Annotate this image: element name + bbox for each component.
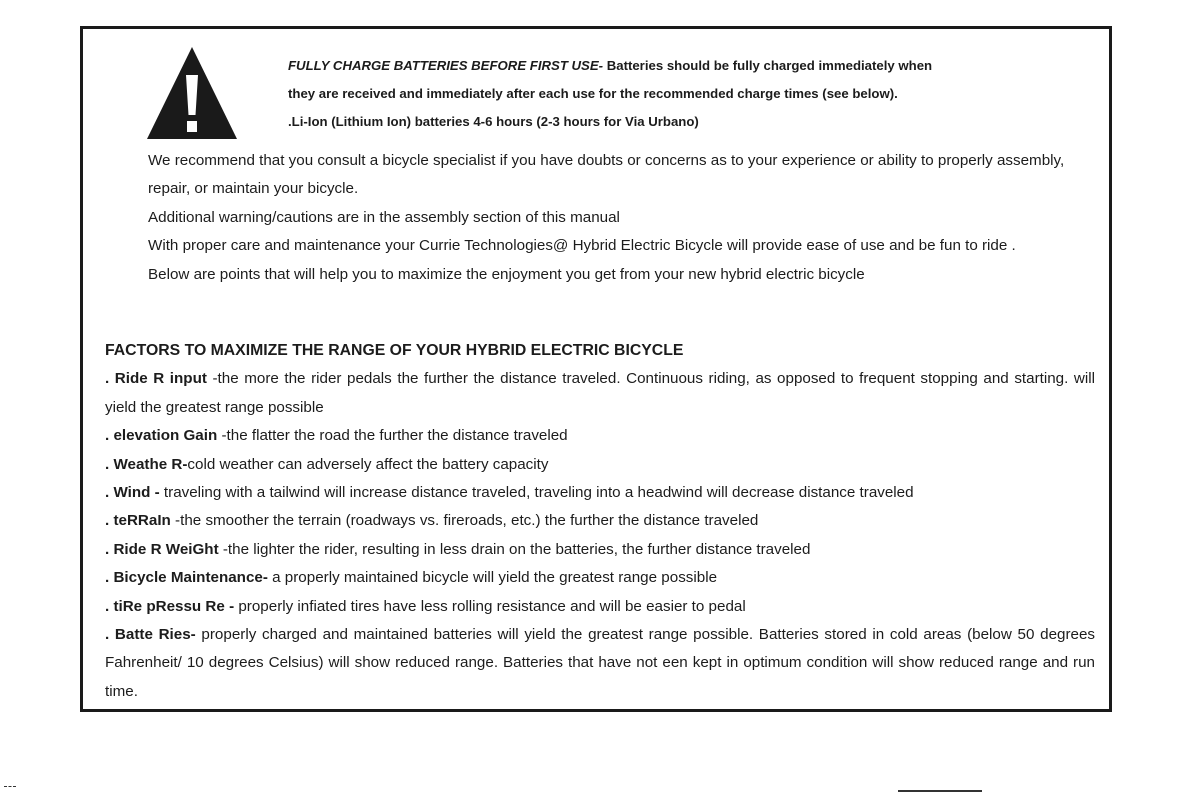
document-frame [80, 26, 1112, 712]
factor-term: . Batte Ries- [105, 626, 196, 644]
factor-text: properly charged and maintained batteries will yield the greatest range possible. Batteries stored in cold areas (below 50 degrees Fahrenheit/ 10 degrees Celsius) will show reduced range. Batteries that have not een kept in optimum condition will show reduced range and run time. [105, 626, 1096, 700]
factor-term: . Ride R WeiGht [105, 540, 219, 558]
factor-text: -the flatter the road the further the distance traveled [217, 427, 568, 445]
factor-item [105, 451, 1095, 479]
page-edge-mark [4, 786, 16, 787]
intro-paragraph: Additional warning/cautions are in the assembly section of this manual [148, 208, 620, 226]
warning-line-3: .Li-Ion (Lithium Ion) batteries 4-6 hours (2-3 hours for Via Urbano) [288, 114, 699, 129]
factor-term: . teRRaIn [105, 512, 171, 530]
warning-line-1-rest: Batteries should be fully charged immediately when [603, 58, 933, 73]
warning-line-2: they are received and immediately after each use for the recommended charge times (see below). [288, 86, 898, 101]
factor-text: a properly maintained bicycle will yield the greatest range possible [267, 569, 718, 587]
factor-term: . elevation Gain [105, 427, 218, 445]
factor-item [105, 593, 1095, 621]
factor-term: . Bicycle Maintenance- [105, 569, 268, 587]
factors-section [105, 337, 1095, 706]
factor-item [105, 479, 1095, 507]
factor-text: -the lighter the rider, resulting in less drain on the batteries, the further distance traveled [218, 540, 811, 558]
page-footer-rule [898, 790, 982, 792]
factor-text: traveling with a tailwind will increase distance traveled, traveling into a headwind will decrease distance traveled [159, 484, 914, 502]
factor-item [105, 507, 1095, 535]
warning-triangle-icon [145, 45, 239, 141]
factor-text: properly infiated tires have less rolling resistance and will be easier to pedal [234, 597, 746, 615]
factor-item [105, 621, 1095, 706]
factor-text: -the smoother the terrain (roadways vs. fireroads, etc.) the further the distance traveled [170, 512, 759, 530]
factor-text: cold weather can adversely affect the battery capacity [187, 455, 549, 473]
factor-item [105, 365, 1095, 422]
factor-item [105, 422, 1095, 450]
intro-paragraph: With proper care and maintenance your Currie Technologies@ Hybrid Electric Bicycle will provide ease of use and be fun to ride . [148, 237, 1016, 255]
warning-lead: FULLY CHARGE BATTERIES BEFORE FIRST USE- [288, 58, 604, 73]
factors-heading: FACTORS TO MAXIMIZE THE RANGE OF YOUR HYBRID ELECTRIC BICYCLE [105, 342, 684, 359]
factor-term: . Ride R input [105, 370, 207, 388]
warning-notice [288, 52, 1098, 136]
factor-term: . Weathe R- [105, 455, 188, 473]
intro-section [148, 147, 1098, 289]
factor-item [105, 536, 1095, 564]
factor-text: -the more the rider pedals the further the distance traveled. Continuous riding, as opposed to frequent stopping and starting. will yield the greatest range possible [105, 370, 1095, 416]
factor-term: . Wind - [105, 484, 160, 502]
intro-paragraph: We recommend that you consult a bicycle specialist if you have doubts or concerns as to your experience or ability to properly assembly, repair, or maintain your bicycle. [148, 152, 1065, 198]
intro-paragraph: Below are points that will help you to maximize the enjoyment you get from your new hybrid electric bicycle [148, 265, 865, 283]
warning-line-1 [288, 52, 1098, 80]
factor-term: . tiRe pRessu Re - [105, 597, 235, 615]
factor-item [105, 564, 1095, 592]
